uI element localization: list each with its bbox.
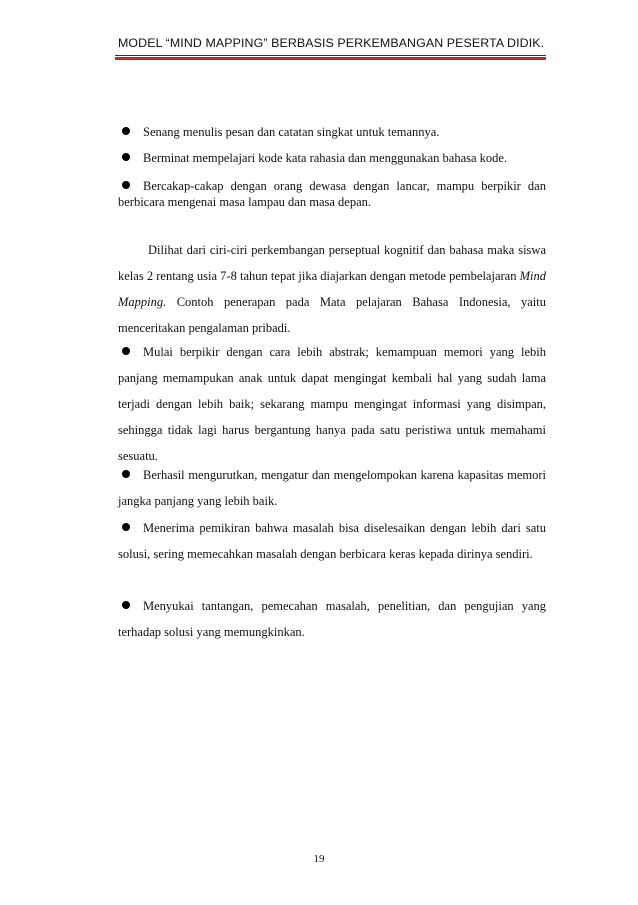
header-rule-thick: [115, 57, 546, 60]
bullet-dot-icon: [122, 127, 130, 135]
bullet-text: Mulai berpikir dengan cara lebih abstrak; kemampuan memori yang lebih panjang memampukan anak untuk dapat mengingat kembali hal yang sudah lama terjadi dengan lebih baik; sekarang mampu mengingat informasi yang disimpan, sehingga tidak lagi harus bergantung hanya pada satu peristiwa untuk memahami sesuatu.: [118, 345, 546, 463]
bullet-dot-icon: [122, 153, 130, 161]
bullet-text: Berminat mempelajari kode kata rahasia dan menggunakan bahasa kode.: [143, 151, 508, 165]
bullet-text: Bercakap-cakap dengan orang dewasa dengan lancar, mampu berpikir dan berbicara mengenai masa lampau dan masa depan.: [118, 179, 546, 209]
bullet-text: Menyukai tantangan, pemecahan masalah, penelitian, dan pengujian yang terhadap solusi yang memungkinkan.: [118, 599, 546, 639]
bullet-text: Berhasil mengurutkan, mengatur dan mengelompokan karena kapasitas memori jangka panjang yang lebih baik.: [118, 468, 546, 508]
bullet-item: [118, 462, 546, 514]
bullet-dot-icon: [122, 181, 130, 189]
page-number: 19: [313, 853, 325, 865]
bullet-item: [118, 178, 546, 210]
bullet-dot-icon: [122, 347, 130, 355]
bullet-text: Menerima pemikiran bahwa masalah bisa diselesaikan dengan lebih dari satu solusi, sering memecahkan masalah dengan berbicara keras kepada dirinya sendiri.: [118, 521, 546, 561]
bullet-dot-icon: [122, 601, 130, 609]
paragraph-text-before: Dilihat dari ciri-ciri perkembangan perseptual kognitif dan bahasa maka siswa kelas 2 rentang usia 7-8 tahun tepat jika diajarkan dengan metode pembelajaran: [118, 243, 546, 283]
bullet-item: [118, 339, 546, 469]
bullet-dot-icon: [122, 523, 130, 531]
bullet-item: [118, 150, 546, 166]
bullet-text: Senang menulis pesan dan catatan singkat untuk temannya.: [143, 125, 440, 139]
bullet-item: [118, 515, 546, 567]
bullet-item: [118, 124, 546, 140]
paragraph-emphasis: Mind Mapping.: [118, 269, 546, 309]
bullet-dot-icon: [122, 470, 130, 478]
body-paragraph: [118, 237, 546, 341]
bullet-item: [118, 593, 546, 645]
header-rule-thin: [115, 55, 546, 56]
running-header: MODEL “MIND MAPPING” BERBASIS PERKEMBANGAN PESERTA DIDIK.: [118, 36, 545, 50]
paragraph-text-after: Contoh penerapan pada Mata pelajaran Bahasa Indonesia, yaitu menceritakan pengalaman pribadi.: [118, 295, 546, 335]
